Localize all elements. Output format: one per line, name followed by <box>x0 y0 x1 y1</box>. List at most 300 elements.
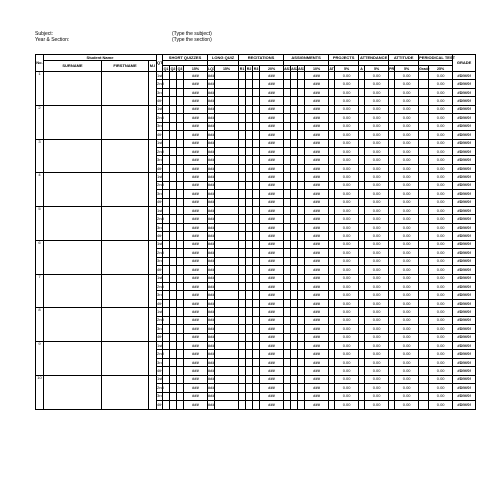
score-input-cell[interactable] <box>215 139 239 147</box>
score-input-cell[interactable] <box>284 240 291 248</box>
score-input-cell[interactable] <box>239 350 246 358</box>
score-input-cell[interactable] <box>253 401 260 409</box>
score-input-cell[interactable] <box>177 139 184 147</box>
score-input-cell[interactable] <box>170 257 177 265</box>
score-input-cell[interactable] <box>239 147 246 155</box>
score-input-cell[interactable] <box>239 156 246 164</box>
score-input-cell[interactable] <box>177 291 184 299</box>
score-input-cell[interactable] <box>298 367 305 375</box>
score-input-cell[interactable] <box>163 401 170 409</box>
score-input-cell[interactable] <box>239 164 246 172</box>
score-input-cell[interactable] <box>239 72 246 80</box>
score-input-cell[interactable] <box>239 282 246 290</box>
score-input-cell[interactable] <box>291 384 298 392</box>
score-input-cell[interactable] <box>253 249 260 257</box>
score-input-cell[interactable] <box>215 173 239 181</box>
score-input-cell[interactable] <box>177 223 184 231</box>
score-input-cell[interactable] <box>298 257 305 265</box>
score-input-cell[interactable] <box>215 274 239 282</box>
score-input-cell[interactable] <box>246 164 253 172</box>
score-input-cell[interactable] <box>246 257 253 265</box>
score-input-cell[interactable] <box>177 342 184 350</box>
score-input-cell[interactable] <box>298 274 305 282</box>
score-input-cell[interactable] <box>291 367 298 375</box>
score-input-cell[interactable] <box>298 88 305 96</box>
score-input-cell[interactable] <box>246 198 253 206</box>
score-input-cell[interactable] <box>284 325 291 333</box>
score-input-cell[interactable] <box>215 72 239 80</box>
mi-cell[interactable] <box>149 72 157 106</box>
mi-cell[interactable] <box>149 139 157 173</box>
score-input-cell[interactable] <box>215 392 239 400</box>
score-input-cell[interactable] <box>170 131 177 139</box>
score-input-cell[interactable] <box>291 240 298 248</box>
score-input-cell[interactable] <box>291 291 298 299</box>
score-input-cell[interactable] <box>419 240 429 248</box>
score-input-cell[interactable] <box>239 207 246 215</box>
score-input-cell[interactable] <box>239 240 246 248</box>
score-input-cell[interactable] <box>253 392 260 400</box>
score-input-cell[interactable] <box>177 232 184 240</box>
score-input-cell[interactable] <box>163 173 170 181</box>
score-input-cell[interactable] <box>239 367 246 375</box>
score-input-cell[interactable] <box>284 333 291 341</box>
score-input-cell[interactable] <box>284 181 291 189</box>
score-input-cell[interactable] <box>298 392 305 400</box>
score-input-cell[interactable] <box>163 223 170 231</box>
score-input-cell[interactable] <box>246 223 253 231</box>
score-input-cell[interactable] <box>163 333 170 341</box>
score-input-cell[interactable] <box>163 97 170 105</box>
score-input-cell[interactable] <box>177 215 184 223</box>
score-input-cell[interactable] <box>298 147 305 155</box>
score-input-cell[interactable] <box>246 80 253 88</box>
score-input-cell[interactable] <box>239 198 246 206</box>
score-input-cell[interactable] <box>239 299 246 307</box>
score-input-cell[interactable] <box>253 88 260 96</box>
score-input-cell[interactable] <box>291 164 298 172</box>
score-input-cell[interactable] <box>239 122 246 130</box>
score-input-cell[interactable] <box>253 282 260 290</box>
surname-cell[interactable] <box>44 72 102 106</box>
score-input-cell[interactable] <box>419 350 429 358</box>
score-input-cell[interactable] <box>215 198 239 206</box>
score-input-cell[interactable] <box>177 384 184 392</box>
score-input-cell[interactable] <box>239 392 246 400</box>
score-input-cell[interactable] <box>253 257 260 265</box>
score-input-cell[interactable] <box>419 266 429 274</box>
score-input-cell[interactable] <box>298 375 305 383</box>
score-input-cell[interactable] <box>419 291 429 299</box>
score-input-cell[interactable] <box>284 232 291 240</box>
surname-cell[interactable] <box>44 274 102 308</box>
score-input-cell[interactable] <box>253 198 260 206</box>
score-input-cell[interactable] <box>419 207 429 215</box>
score-input-cell[interactable] <box>239 401 246 409</box>
score-input-cell[interactable] <box>215 342 239 350</box>
score-input-cell[interactable] <box>284 342 291 350</box>
score-input-cell[interactable] <box>177 266 184 274</box>
score-input-cell[interactable] <box>177 375 184 383</box>
score-input-cell[interactable] <box>215 164 239 172</box>
score-input-cell[interactable] <box>284 266 291 274</box>
score-input-cell[interactable] <box>177 207 184 215</box>
score-input-cell[interactable] <box>298 325 305 333</box>
score-input-cell[interactable] <box>291 358 298 366</box>
score-input-cell[interactable] <box>419 401 429 409</box>
score-input-cell[interactable] <box>419 156 429 164</box>
score-input-cell[interactable] <box>419 223 429 231</box>
score-input-cell[interactable] <box>291 88 298 96</box>
score-input-cell[interactable] <box>419 325 429 333</box>
score-input-cell[interactable] <box>215 384 239 392</box>
score-input-cell[interactable] <box>298 249 305 257</box>
score-input-cell[interactable] <box>163 274 170 282</box>
score-input-cell[interactable] <box>253 131 260 139</box>
score-input-cell[interactable] <box>177 147 184 155</box>
score-input-cell[interactable] <box>177 308 184 316</box>
score-input-cell[interactable] <box>239 266 246 274</box>
score-input-cell[interactable] <box>215 266 239 274</box>
score-input-cell[interactable] <box>170 325 177 333</box>
score-input-cell[interactable] <box>291 333 298 341</box>
score-input-cell[interactable] <box>246 392 253 400</box>
score-input-cell[interactable] <box>419 274 429 282</box>
score-input-cell[interactable] <box>253 325 260 333</box>
score-input-cell[interactable] <box>163 105 170 113</box>
score-input-cell[interactable] <box>253 105 260 113</box>
score-input-cell[interactable] <box>419 249 429 257</box>
score-input-cell[interactable] <box>215 308 239 316</box>
score-input-cell[interactable] <box>215 147 239 155</box>
score-input-cell[interactable] <box>298 342 305 350</box>
score-input-cell[interactable] <box>170 147 177 155</box>
score-input-cell[interactable] <box>170 139 177 147</box>
score-input-cell[interactable] <box>298 97 305 105</box>
score-input-cell[interactable] <box>298 401 305 409</box>
score-input-cell[interactable] <box>239 358 246 366</box>
score-input-cell[interactable] <box>291 308 298 316</box>
score-input-cell[interactable] <box>177 156 184 164</box>
score-input-cell[interactable] <box>170 215 177 223</box>
score-input-cell[interactable] <box>253 223 260 231</box>
score-input-cell[interactable] <box>298 114 305 122</box>
score-input-cell[interactable] <box>298 308 305 316</box>
score-input-cell[interactable] <box>246 325 253 333</box>
score-input-cell[interactable] <box>419 384 429 392</box>
score-input-cell[interactable] <box>246 282 253 290</box>
score-input-cell[interactable] <box>177 173 184 181</box>
score-input-cell[interactable] <box>177 131 184 139</box>
score-input-cell[interactable] <box>170 401 177 409</box>
score-input-cell[interactable] <box>215 207 239 215</box>
score-input-cell[interactable] <box>177 72 184 80</box>
surname-cell[interactable] <box>44 308 102 342</box>
score-input-cell[interactable] <box>215 114 239 122</box>
score-input-cell[interactable] <box>419 114 429 122</box>
score-input-cell[interactable] <box>419 367 429 375</box>
score-input-cell[interactable] <box>177 358 184 366</box>
score-input-cell[interactable] <box>246 316 253 324</box>
score-input-cell[interactable] <box>253 358 260 366</box>
score-input-cell[interactable] <box>215 88 239 96</box>
score-input-cell[interactable] <box>163 207 170 215</box>
score-input-cell[interactable] <box>215 249 239 257</box>
score-input-cell[interactable] <box>253 308 260 316</box>
score-input-cell[interactable] <box>253 266 260 274</box>
score-input-cell[interactable] <box>419 282 429 290</box>
mi-cell[interactable] <box>149 274 157 308</box>
score-input-cell[interactable] <box>246 181 253 189</box>
score-input-cell[interactable] <box>246 375 253 383</box>
score-input-cell[interactable] <box>246 173 253 181</box>
score-input-cell[interactable] <box>246 367 253 375</box>
score-input-cell[interactable] <box>291 97 298 105</box>
score-input-cell[interactable] <box>284 97 291 105</box>
firstname-cell[interactable] <box>102 342 149 376</box>
score-input-cell[interactable] <box>298 122 305 130</box>
score-input-cell[interactable] <box>163 342 170 350</box>
score-input-cell[interactable] <box>298 350 305 358</box>
score-input-cell[interactable] <box>239 215 246 223</box>
score-input-cell[interactable] <box>298 139 305 147</box>
score-input-cell[interactable] <box>215 325 239 333</box>
score-input-cell[interactable] <box>170 249 177 257</box>
score-input-cell[interactable] <box>246 122 253 130</box>
score-input-cell[interactable] <box>253 240 260 248</box>
score-input-cell[interactable] <box>177 190 184 198</box>
surname-cell[interactable] <box>44 207 102 241</box>
score-input-cell[interactable] <box>246 384 253 392</box>
score-input-cell[interactable] <box>419 299 429 307</box>
score-input-cell[interactable] <box>419 232 429 240</box>
score-input-cell[interactable] <box>170 350 177 358</box>
score-input-cell[interactable] <box>177 299 184 307</box>
score-input-cell[interactable] <box>246 97 253 105</box>
score-input-cell[interactable] <box>215 97 239 105</box>
score-input-cell[interactable] <box>291 249 298 257</box>
mi-cell[interactable] <box>149 105 157 139</box>
score-input-cell[interactable] <box>253 316 260 324</box>
score-input-cell[interactable] <box>298 316 305 324</box>
score-input-cell[interactable] <box>419 342 429 350</box>
score-input-cell[interactable] <box>419 88 429 96</box>
score-input-cell[interactable] <box>298 358 305 366</box>
score-input-cell[interactable] <box>284 401 291 409</box>
score-input-cell[interactable] <box>170 232 177 240</box>
score-input-cell[interactable] <box>419 173 429 181</box>
score-input-cell[interactable] <box>239 333 246 341</box>
score-input-cell[interactable] <box>284 291 291 299</box>
score-input-cell[interactable] <box>246 342 253 350</box>
score-input-cell[interactable] <box>291 173 298 181</box>
score-input-cell[interactable] <box>291 207 298 215</box>
score-input-cell[interactable] <box>419 257 429 265</box>
score-input-cell[interactable] <box>253 291 260 299</box>
score-input-cell[interactable] <box>163 72 170 80</box>
mi-cell[interactable] <box>149 375 157 409</box>
score-input-cell[interactable] <box>291 274 298 282</box>
score-input-cell[interactable] <box>419 105 429 113</box>
score-input-cell[interactable] <box>239 80 246 88</box>
score-input-cell[interactable] <box>177 282 184 290</box>
score-input-cell[interactable] <box>170 342 177 350</box>
score-input-cell[interactable] <box>239 325 246 333</box>
score-input-cell[interactable] <box>253 97 260 105</box>
score-input-cell[interactable] <box>246 401 253 409</box>
score-input-cell[interactable] <box>291 72 298 80</box>
score-input-cell[interactable] <box>170 164 177 172</box>
surname-cell[interactable] <box>44 375 102 409</box>
score-input-cell[interactable] <box>239 88 246 96</box>
score-input-cell[interactable] <box>291 215 298 223</box>
score-input-cell[interactable] <box>215 350 239 358</box>
score-input-cell[interactable] <box>284 308 291 316</box>
score-input-cell[interactable] <box>170 316 177 324</box>
surname-cell[interactable] <box>44 173 102 207</box>
score-input-cell[interactable] <box>215 316 239 324</box>
score-input-cell[interactable] <box>284 173 291 181</box>
score-input-cell[interactable] <box>419 80 429 88</box>
score-input-cell[interactable] <box>177 274 184 282</box>
score-input-cell[interactable] <box>215 367 239 375</box>
score-input-cell[interactable] <box>291 181 298 189</box>
score-input-cell[interactable] <box>298 131 305 139</box>
score-input-cell[interactable] <box>291 190 298 198</box>
score-input-cell[interactable] <box>246 139 253 147</box>
score-input-cell[interactable] <box>246 308 253 316</box>
score-input-cell[interactable] <box>419 147 429 155</box>
score-input-cell[interactable] <box>163 240 170 248</box>
score-input-cell[interactable] <box>215 181 239 189</box>
score-input-cell[interactable] <box>170 358 177 366</box>
score-input-cell[interactable] <box>298 384 305 392</box>
firstname-cell[interactable] <box>102 375 149 409</box>
score-input-cell[interactable] <box>419 72 429 80</box>
score-input-cell[interactable] <box>246 291 253 299</box>
score-input-cell[interactable] <box>177 122 184 130</box>
score-input-cell[interactable] <box>170 274 177 282</box>
score-input-cell[interactable] <box>291 147 298 155</box>
score-input-cell[interactable] <box>239 131 246 139</box>
score-input-cell[interactable] <box>170 308 177 316</box>
score-input-cell[interactable] <box>291 198 298 206</box>
score-input-cell[interactable] <box>253 147 260 155</box>
score-input-cell[interactable] <box>215 223 239 231</box>
score-input-cell[interactable] <box>215 131 239 139</box>
score-input-cell[interactable] <box>163 299 170 307</box>
score-input-cell[interactable] <box>246 147 253 155</box>
score-input-cell[interactable] <box>170 173 177 181</box>
mi-cell[interactable] <box>149 240 157 274</box>
score-input-cell[interactable] <box>163 122 170 130</box>
score-input-cell[interactable] <box>253 274 260 282</box>
score-input-cell[interactable] <box>239 308 246 316</box>
score-input-cell[interactable] <box>215 240 239 248</box>
score-input-cell[interactable] <box>284 80 291 88</box>
score-input-cell[interactable] <box>215 299 239 307</box>
score-input-cell[interactable] <box>239 316 246 324</box>
firstname-cell[interactable] <box>102 139 149 173</box>
score-input-cell[interactable] <box>170 299 177 307</box>
score-input-cell[interactable] <box>170 114 177 122</box>
score-input-cell[interactable] <box>177 325 184 333</box>
score-input-cell[interactable] <box>215 156 239 164</box>
score-input-cell[interactable] <box>246 274 253 282</box>
score-input-cell[interactable] <box>419 139 429 147</box>
score-input-cell[interactable] <box>246 249 253 257</box>
score-input-cell[interactable] <box>239 249 246 257</box>
score-input-cell[interactable] <box>215 80 239 88</box>
score-input-cell[interactable] <box>246 358 253 366</box>
section-value[interactable]: (Type the section) <box>172 37 212 43</box>
score-input-cell[interactable] <box>284 147 291 155</box>
score-input-cell[interactable] <box>246 232 253 240</box>
score-input-cell[interactable] <box>246 299 253 307</box>
score-input-cell[interactable] <box>284 392 291 400</box>
score-input-cell[interactable] <box>298 207 305 215</box>
score-input-cell[interactable] <box>239 384 246 392</box>
score-input-cell[interactable] <box>253 215 260 223</box>
surname-cell[interactable] <box>44 342 102 376</box>
score-input-cell[interactable] <box>163 257 170 265</box>
score-input-cell[interactable] <box>163 232 170 240</box>
score-input-cell[interactable] <box>419 190 429 198</box>
score-input-cell[interactable] <box>239 114 246 122</box>
score-input-cell[interactable] <box>284 375 291 383</box>
score-input-cell[interactable] <box>163 392 170 400</box>
score-input-cell[interactable] <box>253 367 260 375</box>
score-input-cell[interactable] <box>170 198 177 206</box>
score-input-cell[interactable] <box>177 97 184 105</box>
score-input-cell[interactable] <box>163 358 170 366</box>
score-input-cell[interactable] <box>298 190 305 198</box>
score-input-cell[interactable] <box>239 291 246 299</box>
score-input-cell[interactable] <box>291 282 298 290</box>
firstname-cell[interactable] <box>102 72 149 106</box>
score-input-cell[interactable] <box>419 131 429 139</box>
score-input-cell[interactable] <box>284 164 291 172</box>
score-input-cell[interactable] <box>177 249 184 257</box>
score-input-cell[interactable] <box>291 316 298 324</box>
mi-cell[interactable] <box>149 342 157 376</box>
score-input-cell[interactable] <box>253 350 260 358</box>
score-input-cell[interactable] <box>177 392 184 400</box>
score-input-cell[interactable] <box>284 384 291 392</box>
score-input-cell[interactable] <box>163 88 170 96</box>
score-input-cell[interactable] <box>239 105 246 113</box>
score-input-cell[interactable] <box>246 105 253 113</box>
score-input-cell[interactable] <box>253 384 260 392</box>
score-input-cell[interactable] <box>253 72 260 80</box>
firstname-cell[interactable] <box>102 240 149 274</box>
score-input-cell[interactable] <box>177 80 184 88</box>
score-input-cell[interactable] <box>298 291 305 299</box>
score-input-cell[interactable] <box>170 181 177 189</box>
score-input-cell[interactable] <box>215 375 239 383</box>
firstname-cell[interactable] <box>102 274 149 308</box>
score-input-cell[interactable] <box>298 232 305 240</box>
score-input-cell[interactable] <box>291 80 298 88</box>
score-input-cell[interactable] <box>177 198 184 206</box>
score-input-cell[interactable] <box>177 333 184 341</box>
score-input-cell[interactable] <box>246 190 253 198</box>
score-input-cell[interactable] <box>239 97 246 105</box>
score-input-cell[interactable] <box>239 232 246 240</box>
score-input-cell[interactable] <box>298 105 305 113</box>
score-input-cell[interactable] <box>215 333 239 341</box>
score-input-cell[interactable] <box>239 342 246 350</box>
